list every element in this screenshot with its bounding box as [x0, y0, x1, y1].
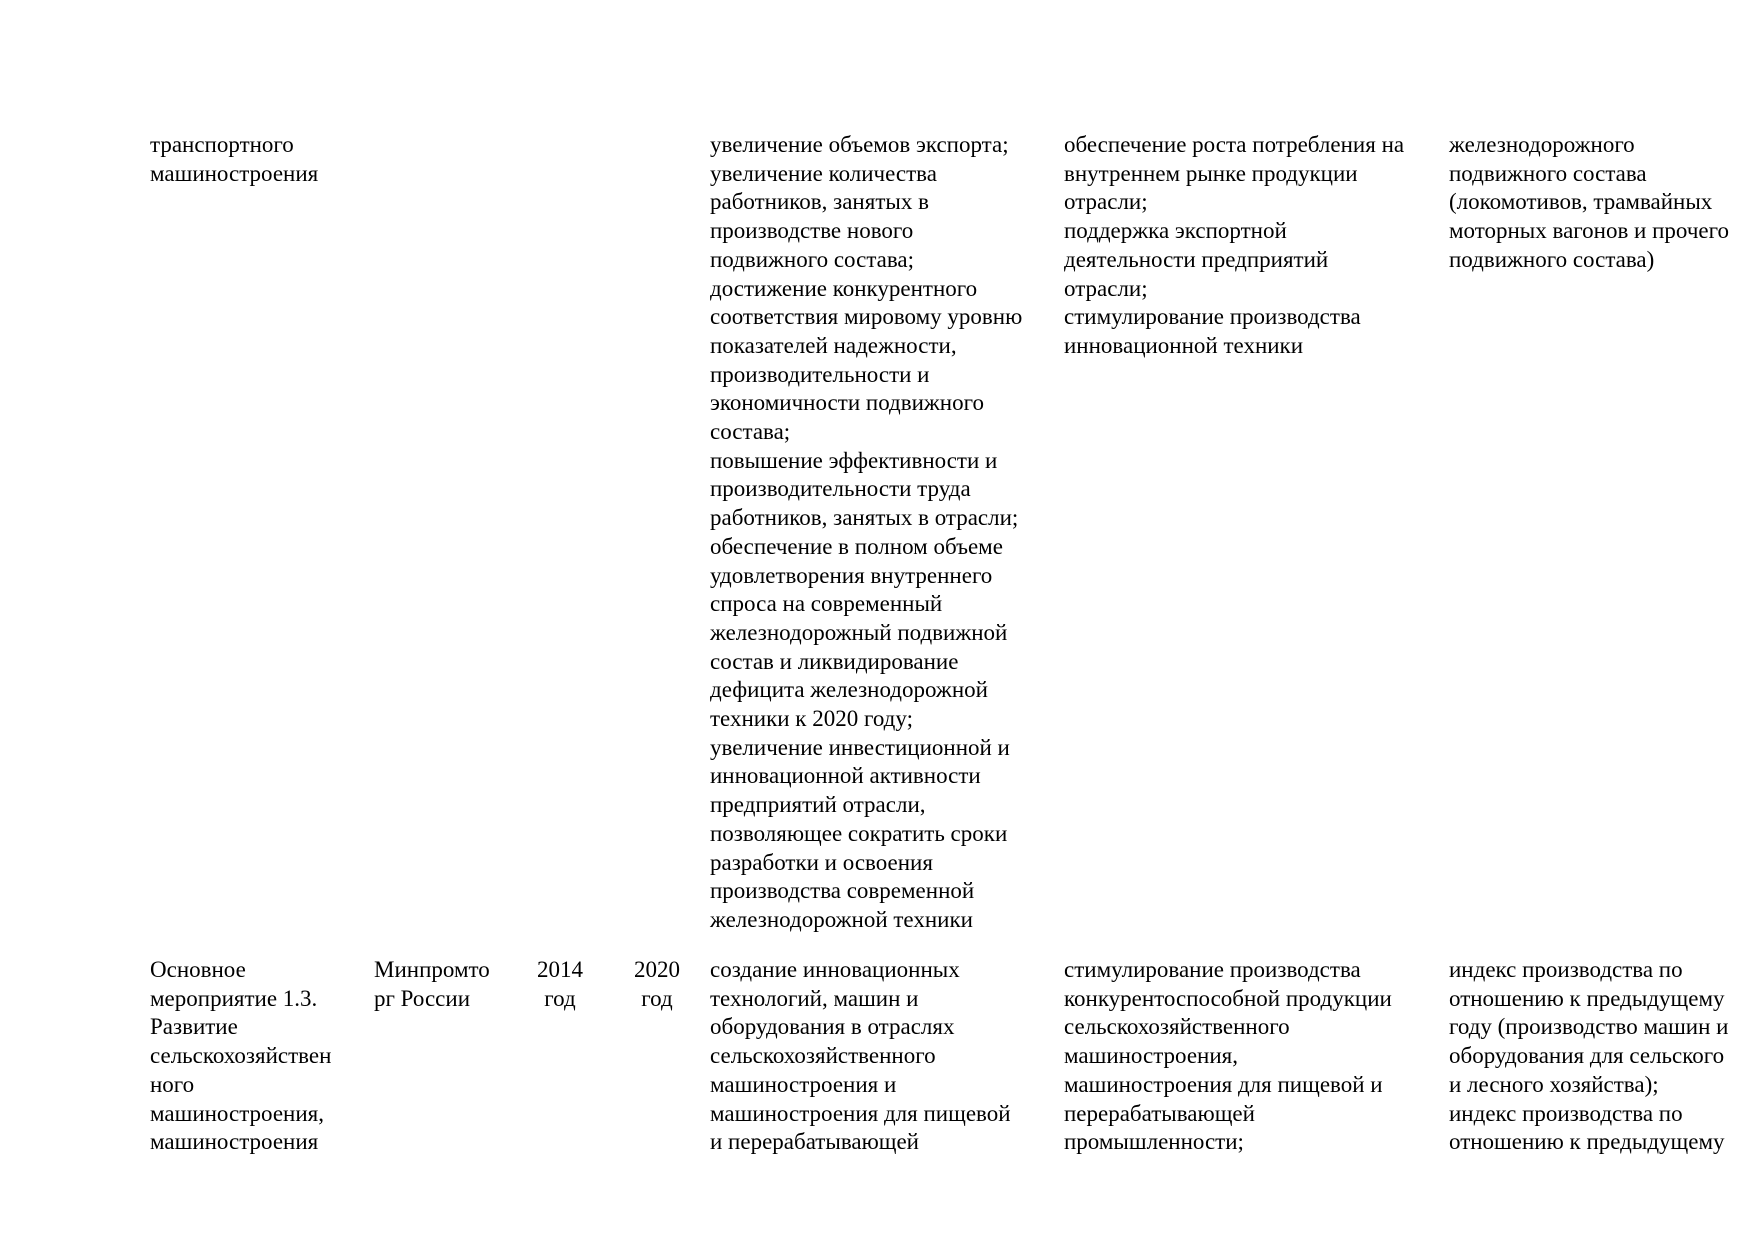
row2-executor: Минпромто рг России: [374, 957, 490, 1011]
row1-indicators: железнодорожного подвижного состава (локомотивов, трамвайных моторных вагонов и прочего подвижного состава): [1449, 132, 1729, 272]
row2-measure: Основное мероприятие 1.3. Развитие сельскохозяйствен ного машиностроения, машиностроения: [150, 957, 332, 1155]
row2-directions: стимулирование производства конкурентоспособной продукции сельскохозяйственного машиностроения, машиностроения для пищевой и перерабатывающей промышленности;: [1064, 957, 1392, 1155]
row2-indicators: индекс производства по отношению к предыдущему году (производство машин и оборудования для сельского и лесного хозяйства); индекс производства по отношению к предыдущему: [1449, 957, 1729, 1155]
row1-directions: обеспечение роста потребления на внутреннем рынке продукции отрасли; поддержка экспортной деятельности предприятий отрасли; стимулирование производства инновационной техники: [1064, 132, 1405, 358]
row2-end-year: 2020 год: [634, 957, 680, 1011]
row2-expected-results: создание инновационных технологий, машин и оборудования в отраслях сельскохозяйственного машиностроения и машиностроения для пищевой и перерабатывающей: [710, 957, 1011, 1155]
row1-measure: транспортного машиностроения: [150, 132, 319, 186]
row2-start-year: 2014 год: [537, 957, 583, 1011]
row1-expected-results: увеличение объемов экспорта; увеличение количества работников, занятых в производстве нового подвижного состава; достижение конкурентного соответствия мировому уровню показателей надежности, производительности и экономичности подвижного состава; повышение эффективности и производительности труда работников, занятых в отрасли; обеспечение в полном объеме удовлетворения внутреннего спроса на современный железнодорожный подвижной состав и ликвидирование дефицита железнодорожной техники к 2020 году; увеличение инвестиционной и инновационной активности предприятий отрасли, позволяющее сократить сроки разработки и освоения производства современной железнодорожной техники: [710, 132, 1023, 932]
